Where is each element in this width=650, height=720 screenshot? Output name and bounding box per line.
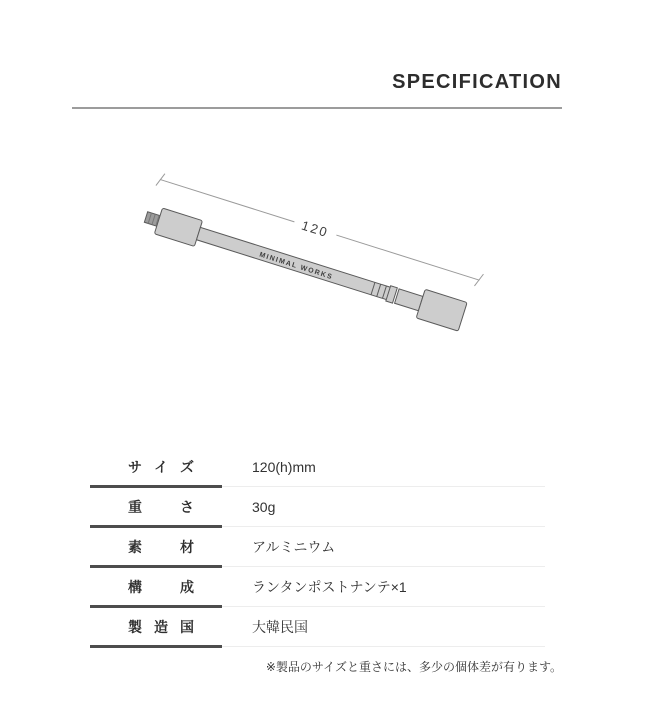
spec-label	[90, 457, 222, 477]
spec-label-text: 素 材	[128, 538, 194, 555]
section-header	[72, 70, 562, 109]
product-figure	[72, 175, 562, 429]
spec-label	[90, 537, 222, 557]
spec-value: アルミニウム	[252, 538, 336, 555]
dimension-tick-right	[474, 273, 483, 288]
spec-value: 大韓民国	[252, 618, 308, 635]
spec-label-text: 重 さ	[128, 498, 194, 515]
spec-value: 30g	[252, 498, 276, 515]
spec-value: ランタンポストナンテ×1	[252, 578, 407, 595]
dimension-label: 120	[299, 217, 331, 241]
spec-row-composition	[90, 567, 545, 607]
spec-label	[90, 577, 222, 597]
spec-label-text: サ イ ズ	[128, 458, 194, 475]
brand-label: MINIMAL WORKS	[258, 251, 334, 282]
dimension-tick-left	[156, 172, 165, 187]
spec-label	[90, 497, 222, 517]
rod-collar	[395, 289, 423, 311]
page-title: SPECIFICATION	[392, 71, 562, 93]
product-illustration	[130, 175, 560, 350]
spec-label-text: 製 造 国	[128, 618, 194, 635]
spec-row-country	[90, 607, 545, 647]
spec-value: 120(h)mm	[252, 458, 316, 475]
page-content	[72, 70, 562, 675]
spec-row-size	[90, 447, 545, 487]
spec-label-text: 構 成	[128, 578, 194, 595]
spec-row-material	[90, 527, 545, 567]
spec-table	[90, 447, 545, 647]
label-underline	[90, 645, 222, 648]
footnote: ※製品のサイズと重さには、多少の個体差が有ります。	[265, 660, 562, 674]
rod-connector	[154, 208, 202, 246]
spec-label	[90, 617, 222, 637]
rod-end-cap	[416, 289, 467, 331]
spec-row-weight	[90, 487, 545, 527]
